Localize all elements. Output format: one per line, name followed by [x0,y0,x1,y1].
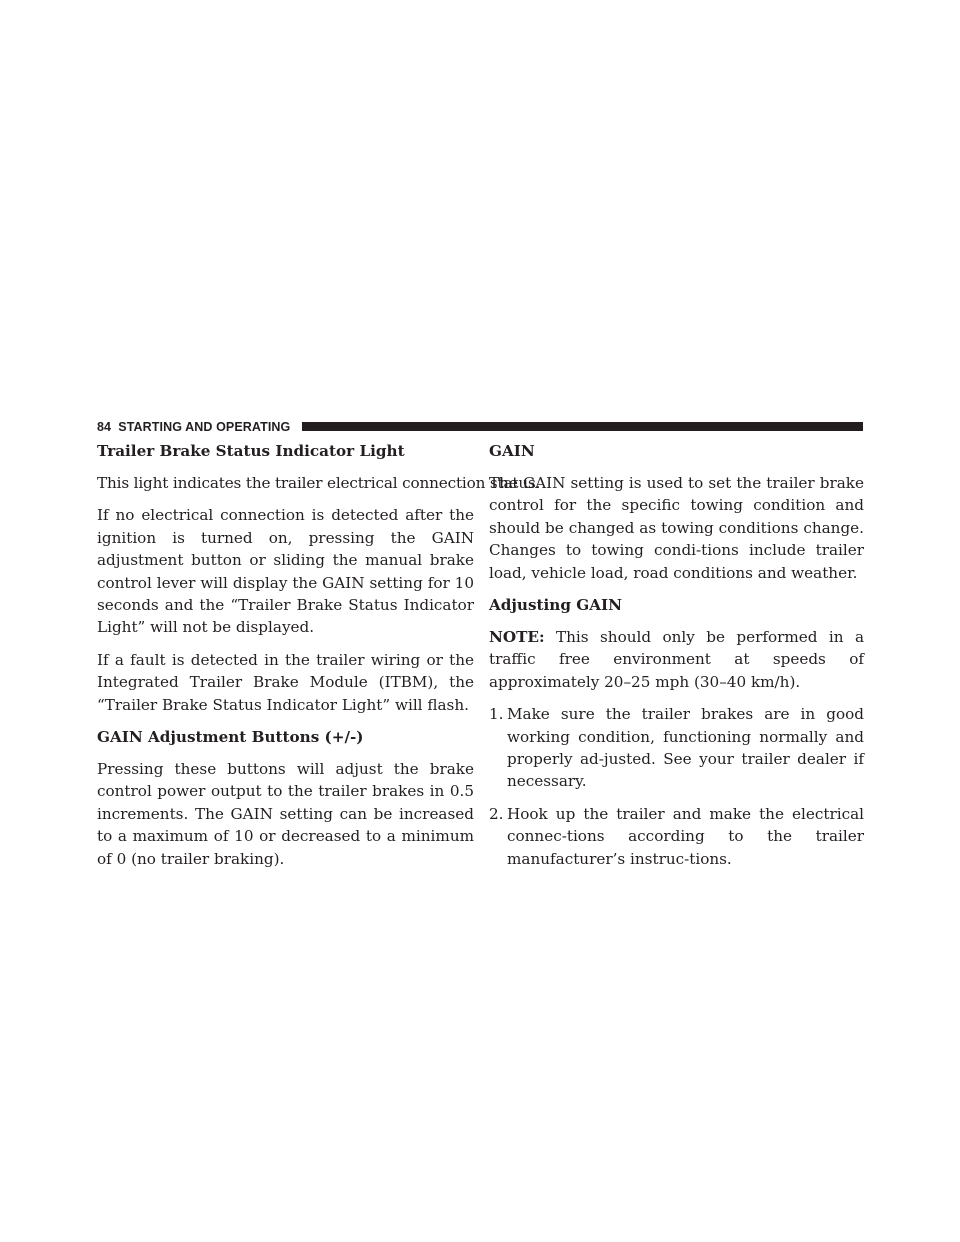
page-number: 84 [97,420,112,434]
paragraph: The GAIN setting is used to set the trailer brake control for the specific towing condition and should be changed as towing conditions change. Changes to towing condi-tions include trailer load, vehicle load, road conditions and weather. [489,474,864,582]
heading-status-indicator: Trailer Brake Status Indicator Light [97,442,405,460]
note [489,626,864,693]
paragraph: Pressing these buttons will adjust the brake control power output to the trailer brakes in 0.5 increments. The GAIN setting can be increased to a maximum of 10 or decreased to a minimum of 0 (no trailer braking). [97,760,474,868]
heading-gain: GAIN [489,442,535,460]
note-label: NOTE: [489,628,545,647]
paragraph: This light indicates the trailer electrical connection status. [97,474,541,492]
right-column [489,440,864,880]
list-item [489,703,864,793]
section-title: STARTING AND OPERATING [118,420,291,434]
heading-adjusting-gain: Adjusting GAIN [489,596,622,615]
step-number: 2. [489,804,504,823]
step-text: Make sure the trailer brakes are in good working condition, functioning normally and properly ad-justed. See your trailer dealer if necessary. [507,705,864,791]
header-rule [302,422,863,431]
note-text: This should only be performed in a traffic free environment at speeds of approximately 20–25 mph (30–40 km/h). [489,628,864,691]
heading-gain-buttons: GAIN Adjustment Buttons (+/-) [97,728,364,747]
steps-list [489,703,864,870]
list-item [489,803,864,870]
page-header [97,418,863,438]
step-text: Hook up the trailer and make the electrical connec-tions according to the trailer manufacturer’s instruc-tions. [507,804,864,868]
paragraph: If a fault is detected in the trailer wiring or the Integrated Trailer Brake Module (ITBM), the “Trailer Brake Status Indicator Light” will flash. [97,650,474,714]
page-header-label [97,418,290,436]
step-number: 1. [489,705,504,724]
paragraph: If no electrical connection is detected after the ignition is turned on, pressing the GAIN adjustment button or sliding the manual brake control lever will display the GAIN setting for 10 seconds and the “Trailer Brake Status Indicator Light” will not be displayed. [97,506,474,637]
